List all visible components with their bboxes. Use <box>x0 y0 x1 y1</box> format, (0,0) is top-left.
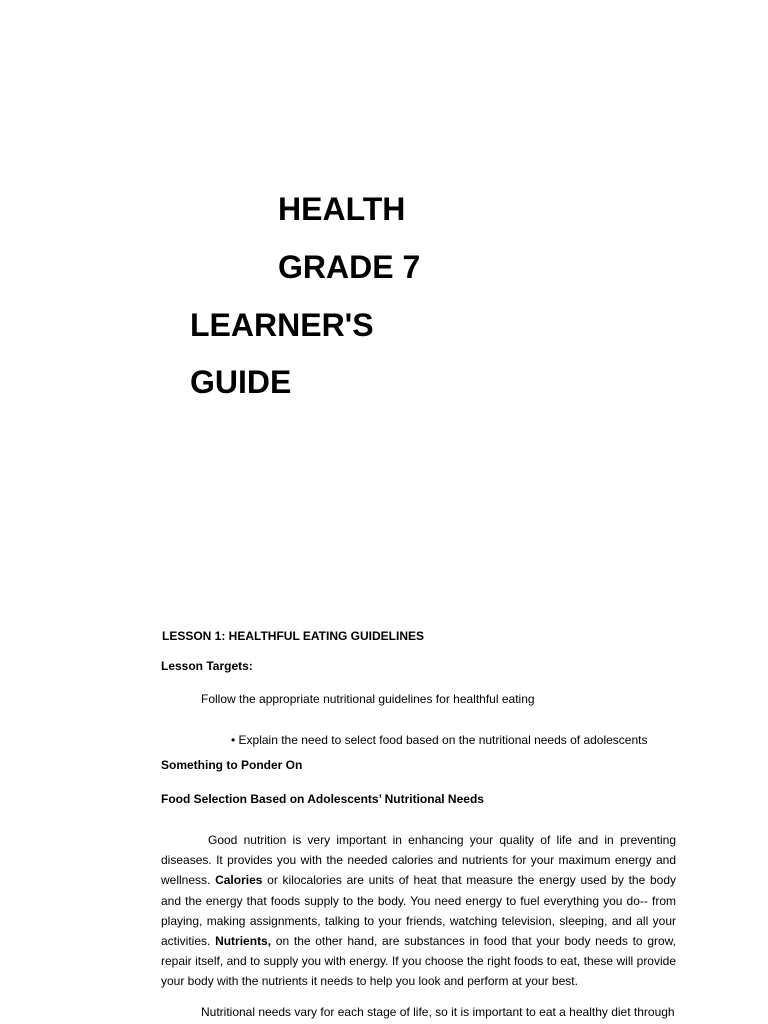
title-health: HEALTH <box>278 191 406 227</box>
lesson-heading: LESSON 1: HEALTHFUL EATING GUIDELINES <box>162 629 425 643</box>
title-guide: GUIDE <box>190 364 292 400</box>
ponder-heading: Something to Ponder On <box>161 758 303 772</box>
lesson-target-text: Follow the appropriate nutritional guidelines for healthful eating <box>201 692 535 706</box>
lesson-target-bullet: • Explain the need to select food based on the nutritional needs of adolescents <box>231 733 648 747</box>
term-calories: Calories <box>215 873 263 888</box>
food-selection-heading: Food Selection Based on Adolescents’ Nutritional Needs <box>161 792 484 806</box>
nutrition-paragraph <box>161 830 676 992</box>
paragraph-text-part1: Good nutrition is very important in enhancing your quality of life and in preventing diseases. It provides you with the needed calories and nutrients for your maximum energy and wellness. <box>161 833 676 888</box>
lesson-targets-heading: Lesson Targets: <box>161 659 253 673</box>
paragraph-text-part2: or kilocalories are units of heat that measure the energy used by the body and the energy that foods supply to the body. You need energy to fuel everything you do-- from playing, making assignments, talking to your friends, watching television, sleeping, and all your activities. <box>161 873 677 949</box>
nutritional-needs-paragraph: Nutritional needs vary for each stage of life, so it is important to eat a healthy diet through <box>201 1005 675 1019</box>
title-grade: GRADE 7 <box>278 249 421 285</box>
title-learners: LEARNER'S <box>190 307 374 343</box>
paragraph-text-part3: on the other hand, are substances in food that your body needs to grow, repair itself, and to supply you with energy. If you choose the right foods to eat, these will provide your body with the nutrients it needs to help you look and perform at your best. <box>161 934 676 989</box>
term-nutrients: Nutrients, <box>215 934 272 949</box>
